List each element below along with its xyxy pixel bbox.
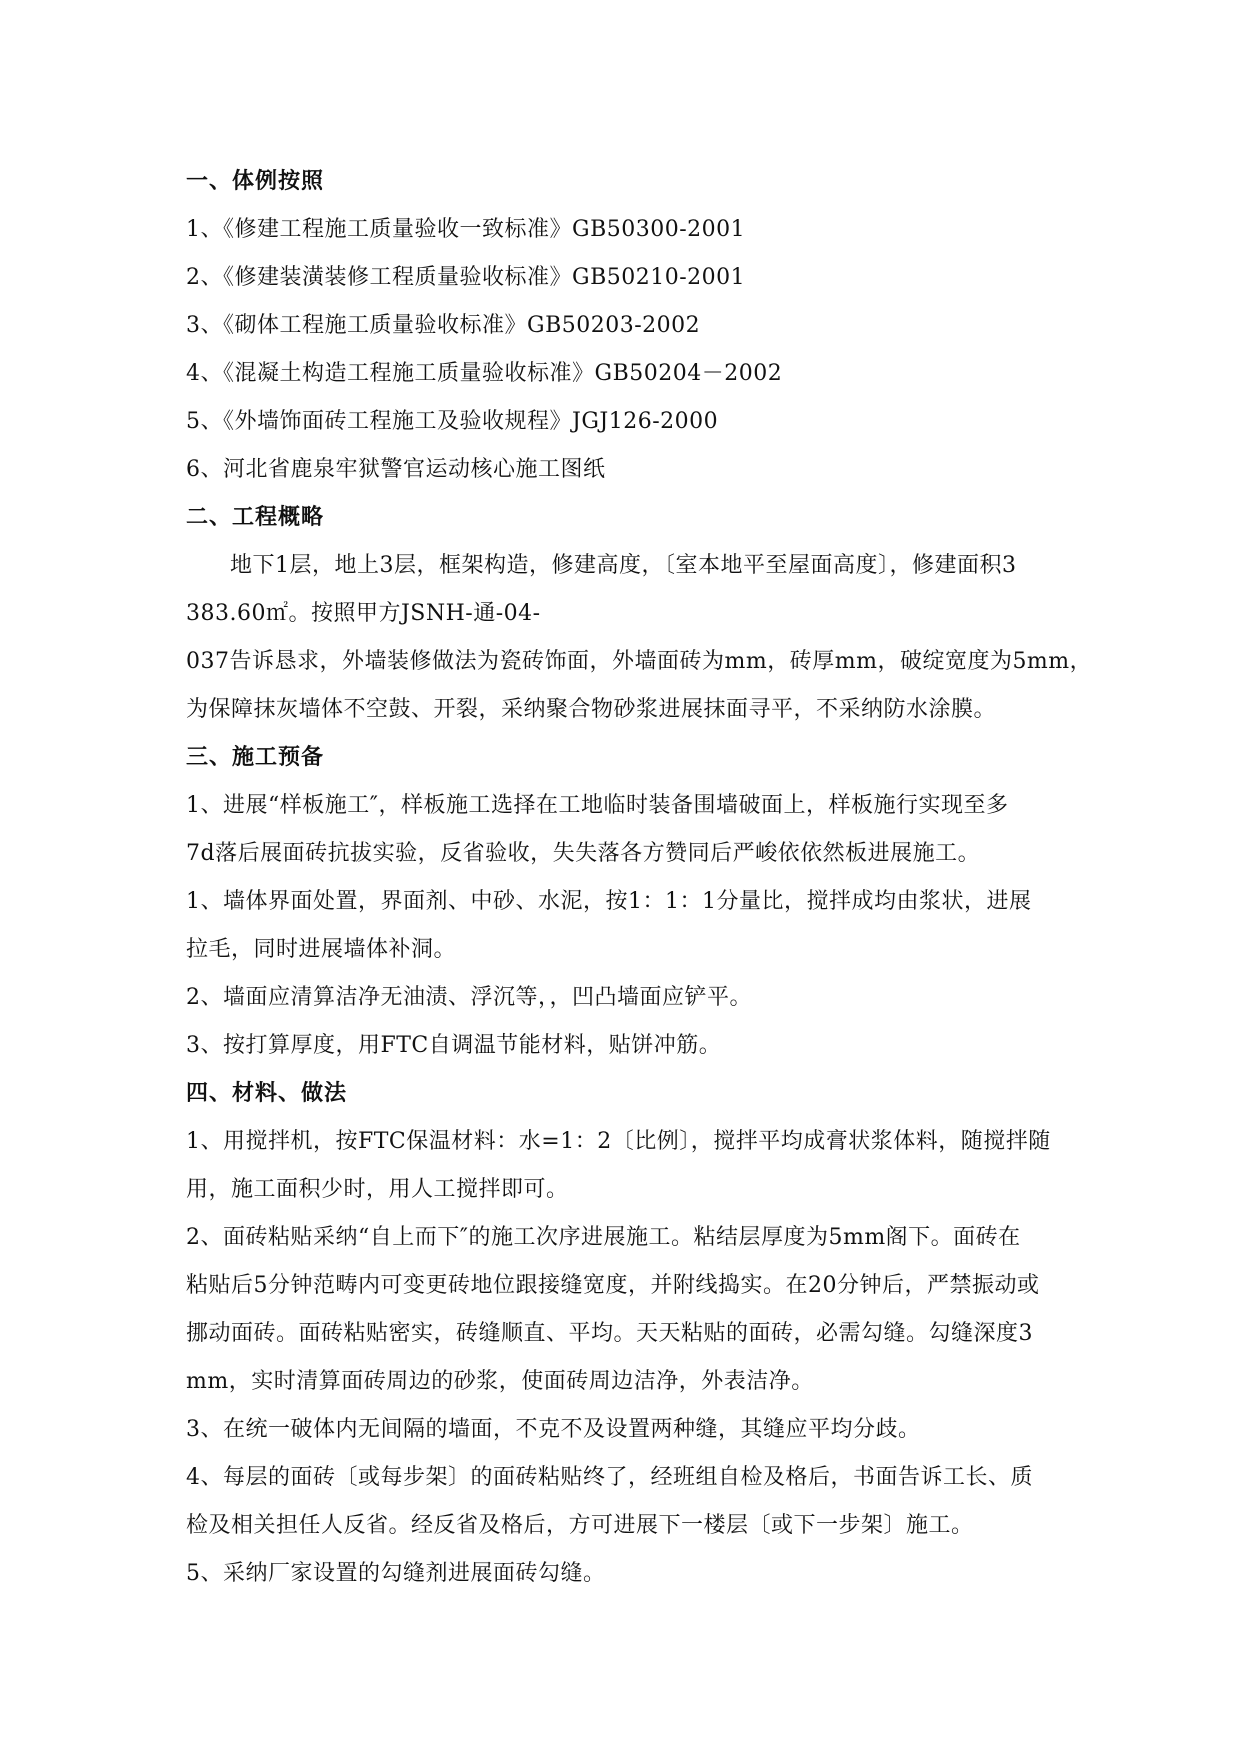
materials-line-3: 2、面砖粘贴采纳“自上而下″的施工次序进展施工。粘结层厚度为5mm阁下。面砖在 [186,1225,1021,1250]
preparation-line-5: 2、墙面应清算洁净无油渍、浮沉等，，凹凸墙面应铲平。 [186,985,752,1010]
basis-item-6: 6、河北省鹿泉牢狱警官运动核心施工图纸 [186,457,606,482]
materials-line-1: 1、用搅拌机，按FTC保温材料：水=1：2〔比例〕，搅拌平均成膏状浆体料，随搅拌随 [186,1129,1051,1154]
section-heading-basis: 一、体例按照 [186,169,325,194]
materials-line-8: 4、每层的面砖〔或每步架〕的面砖粘贴终了，经班组自检及格后，书面告诉工长、质 [186,1465,1033,1490]
section-heading-materials: 四、材料、做法 [186,1081,348,1106]
basis-item-2: 2、《修建装潢装修工程质量验收标准》GB50210-2001 [186,265,746,290]
materials-line-9: 检及相关担任人反省。经反省及格后，方可进展下一楼层〔或下一步架〕施工。 [186,1513,974,1538]
preparation-line-1: 1、进展“样板施工″，样板施工选择在工地临时装备围墙破面上，样板施行实现至多 [186,793,1009,818]
document-body [186,158,1121,1598]
materials-line-4: 粘贴后5分钟范畴内可变更砖地位跟接缝宽度，并附线捣实。在20分钟后，严禁振动或 [186,1273,1040,1298]
materials-line-2: 用，施工面积少时，用人工搅拌即可。 [186,1177,569,1202]
materials-line-5: 挪动面砖。面砖粘贴密实，砖缝顺直、平均。天天粘贴的面砖，必需勾缝。勾缝深度3 [186,1321,1033,1346]
materials-line-10: 5、采纳厂家设置的勾缝剂进展面砖勾缝。 [186,1561,606,1586]
materials-line-6: mm，实时清算面砖周边的砂浆，使面砖周边洁净，外表洁净。 [186,1369,814,1394]
materials-line-7: 3、在统一破体内无间隔的墙面，不克不及设置两种缝，其缝应平均分歧。 [186,1417,921,1442]
section-heading-preparation: 三、施工预备 [186,745,325,770]
section-heading-overview: 二、工程概略 [186,505,325,530]
preparation-line-6: 3、按打算厚度，用FTC自调温节能材料，贴饼冲筋。 [186,1033,722,1058]
preparation-line-4: 拉毛，同时进展墙体补洞。 [186,937,457,962]
overview-line-1: 地下1层，地上3层，框架构造，修建高度，〔室本地平至屋面高度〕，修建面积3 [230,553,1017,578]
basis-item-3: 3、《砌体工程施工质量验收标准》GB50203-2002 [186,313,701,338]
preparation-line-2: 7d落后展面砖抗拔实验，反省验收，失失落各方赞同后严峻依依然板进展施工。 [186,841,981,866]
basis-item-1: 1、《修建工程施工质量验收一致标准》GB50300-2001 [186,217,746,242]
basis-item-4: 4、《混凝土构造工程施工质量验收标准》GB50204－2002 [186,361,783,386]
overview-line-2: 383.60㎡。按照甲方JSNH-通-04- [186,601,541,626]
overview-line-3: 037告诉恳求，外墙装修做法为瓷砖饰面，外墙面砖为mm，砖厚mm，破绽宽度为5mm， [186,649,1093,674]
basis-item-5: 5、《外墙饰面砖工程施工及验收规程》JGJ126-2000 [186,409,719,434]
overview-line-4: 为保障抹灰墙体不空鼓、开裂，采纳聚合物砂浆进展抹面寻平，不采纳防水涂膜。 [186,697,997,722]
preparation-line-3: 1、墙体界面处置，界面剂、中砂、水泥，按1：1：1分量比，搅拌成均由浆状，进展 [186,889,1032,914]
